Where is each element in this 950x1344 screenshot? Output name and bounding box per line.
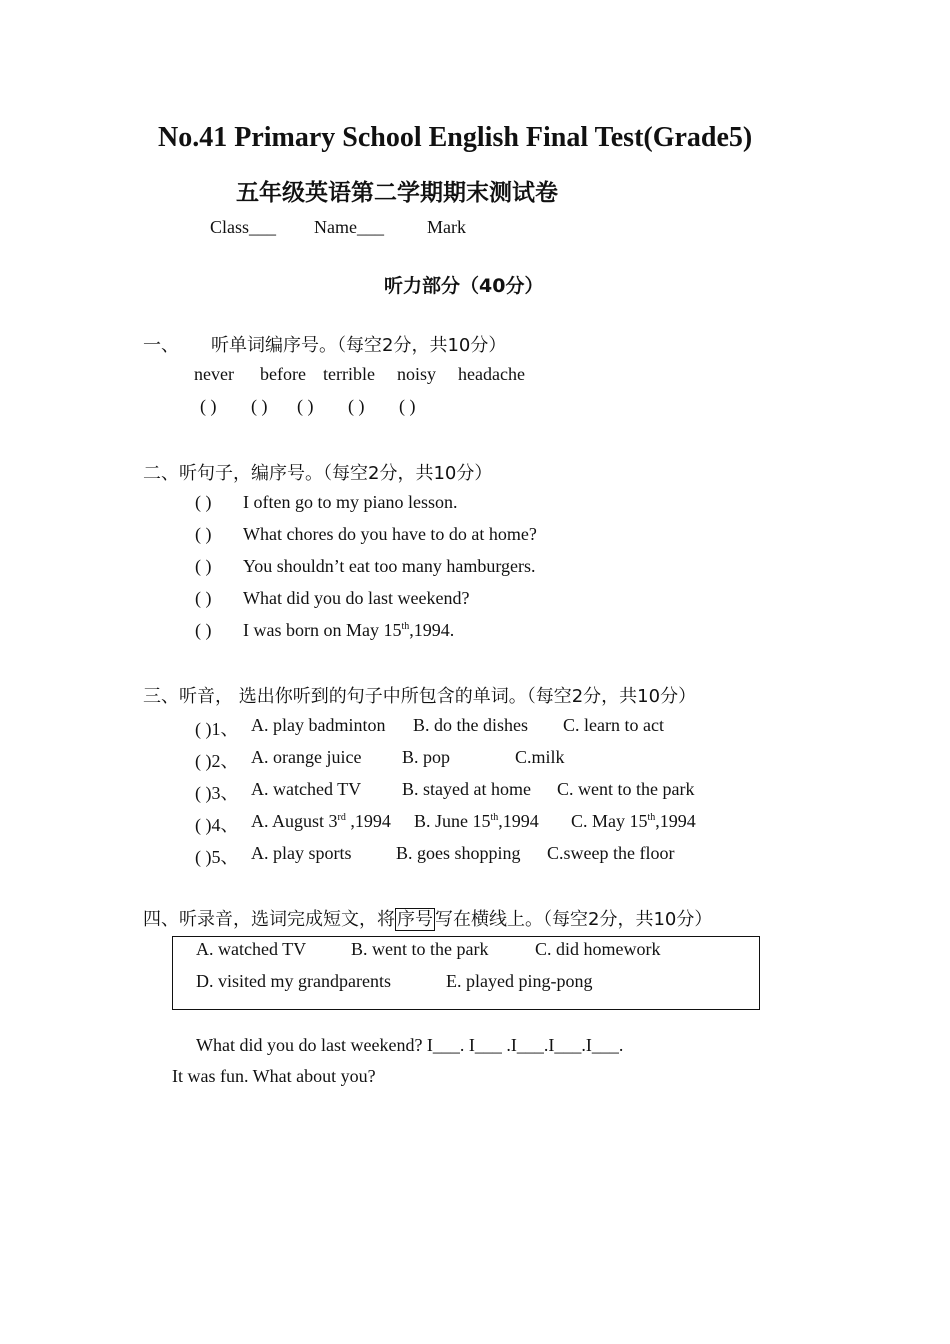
word-item: before [260, 364, 306, 384]
question-number[interactable]: ( )2、 [195, 751, 239, 771]
option-c: C. May 15th,1994 [571, 811, 696, 831]
option-a: A. August 3rd ,1994 [251, 811, 391, 831]
option-b: B. June 15th,1994 [414, 811, 539, 831]
option-c: C. went to the park [557, 779, 695, 799]
word-bank-option: D. visited my grandparents [196, 971, 391, 991]
word-item: noisy [397, 364, 437, 384]
word-item: terrible [323, 364, 375, 384]
answer-blank[interactable]: ( ) [195, 556, 212, 576]
sentence-item: I was born on May 15th,1994. [243, 620, 455, 640]
option-a: A. orange juice [251, 747, 362, 767]
answer-blank[interactable]: ( ) [200, 396, 217, 416]
option-b: B. pop [402, 747, 451, 767]
question-number[interactable]: ( )3、 [195, 783, 239, 803]
option-b: B. do the dishes [413, 715, 528, 735]
word-bank-option: B. went to the park [351, 939, 489, 959]
section1-heading: 听单词编序号。（每空2分，共10分） [211, 335, 507, 356]
answer-blank[interactable]: ( ) [251, 396, 268, 416]
answer-blank[interactable]: ( ) [399, 396, 416, 416]
sentence-item: You shouldn’t eat too many hamburgers. [243, 556, 536, 576]
sentence-item: What did you do last weekend? [243, 588, 470, 608]
option-a: A. play sports [251, 843, 352, 863]
section4-heading: 四、听录音，选词完成短文，将 序号 写在横线上。（每空2分，共10分） [143, 909, 713, 930]
passage-line: It was fun. What about you? [172, 1066, 376, 1086]
option-a: A. watched TV [251, 779, 362, 799]
section2-heading: 二、听句子，编序号。（每空2分，共10分） [143, 463, 493, 484]
question-number[interactable]: ( )1、 [195, 719, 239, 739]
question-number[interactable]: ( )4、 [195, 815, 239, 835]
option-c: C. learn to act [563, 715, 664, 735]
sentence-item: I often go to my piano lesson. [243, 492, 458, 512]
section3-heading: 三、听音， 选出你听到的句子中所包含的单词。（每空2分，共10分） [143, 686, 697, 707]
word-bank-option: C. did homework [535, 939, 661, 959]
option-b: B. stayed at home [402, 779, 531, 799]
name-field: Name___ [314, 217, 384, 237]
mark-field: Mark [427, 217, 466, 237]
option-c: C.milk [515, 747, 565, 767]
passage-line[interactable]: What did you do last weekend? I___. I___ .I___.I___.I___. [196, 1035, 624, 1055]
answer-blank[interactable]: ( ) [195, 524, 212, 544]
page-title: No.41 Primary School English Final Test(Grade5) [158, 122, 753, 153]
answer-blank[interactable]: ( ) [348, 396, 365, 416]
word-bank-option: E. played ping-pong [446, 971, 593, 991]
answer-blank[interactable]: ( ) [195, 492, 212, 512]
word-bank-option: A. watched TV [196, 939, 307, 959]
answer-blank[interactable]: ( ) [195, 588, 212, 608]
question-number[interactable]: ( )5、 [195, 847, 239, 867]
class-field: Class___ [210, 217, 277, 237]
word-item: headache [458, 364, 525, 384]
option-c: C.sweep the floor [547, 843, 675, 863]
listening-part-title: 听力部分（40分） [384, 275, 544, 297]
option-b: B. goes shopping [396, 843, 521, 863]
answer-blank[interactable]: ( ) [195, 620, 212, 640]
page-subtitle: 五年级英语第二学期期末测试卷 [236, 180, 558, 206]
option-a: A. play badminton [251, 715, 386, 735]
sentence-item: What chores do you have to do at home? [243, 524, 537, 544]
word-item: never [194, 364, 234, 384]
section1-number: 一、 [143, 335, 179, 356]
answer-blank[interactable]: ( ) [297, 396, 314, 416]
